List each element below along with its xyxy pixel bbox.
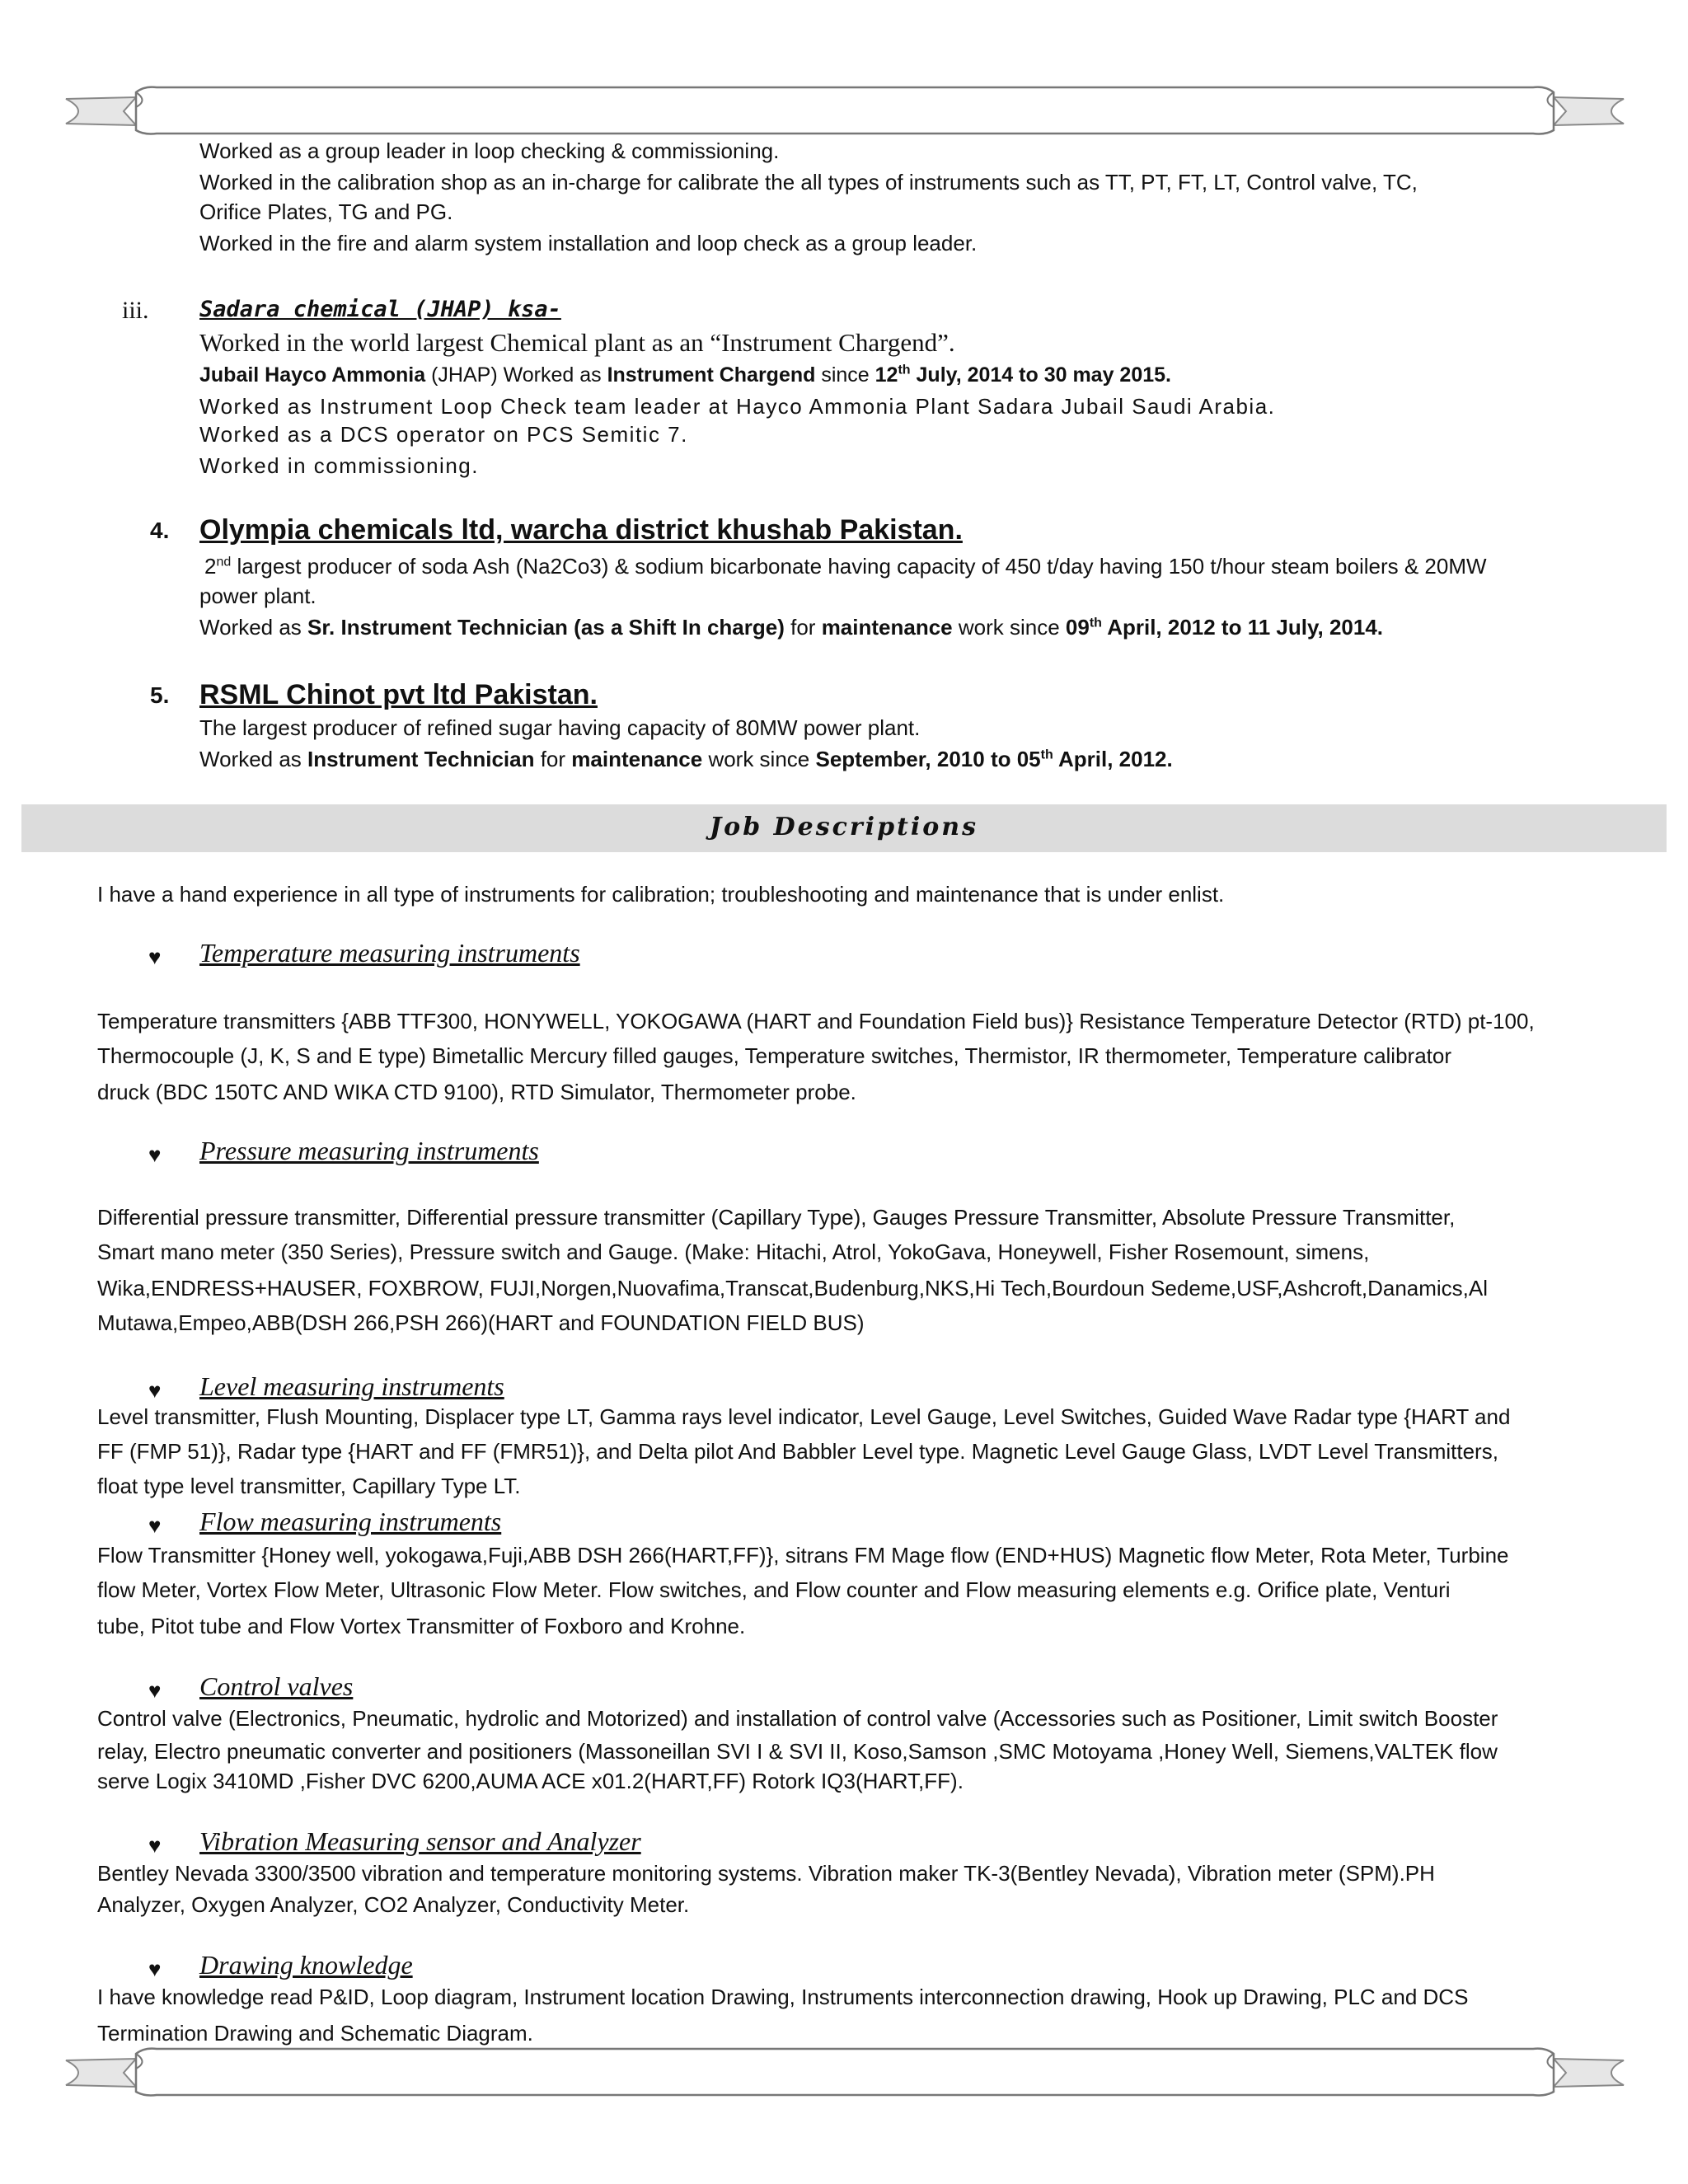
text-fragment: since [815, 363, 875, 387]
category-line: float type level transmitter, Capillary Type LT. [97, 1474, 521, 1498]
text-fragment: maintenance [571, 747, 703, 771]
category-title: Vibration Measuring sensor and Analyzer [199, 1826, 641, 1856]
bottom-scroll-banner [58, 2044, 1632, 2102]
job-line: power plant. [199, 583, 316, 608]
category-title: Flow measuring instruments [199, 1507, 502, 1536]
category-line: flow Meter, Vortex Flow Meter, Ultrasonic Flow Meter. Flow switches, and Flow counter and Flow measuring elements e.g. Orifice plate, Venturi [97, 1577, 1451, 1602]
prev-job-line: Worked as a group leader in loop checking & commissioning. [199, 138, 780, 163]
top-scroll-banner [58, 82, 1632, 140]
category-line: druck (BDC 150TC AND WIKA CTD 9100), RTD Simulator, Thermometer probe. [97, 1080, 856, 1104]
job-numeral: iii. [122, 297, 149, 324]
category-line: Smart mano meter (350 Series), Pressure switch and Gauge. (Make: Hitachi, Atrol, YokoGava, Honeywell, Fisher Rosemount, simens, [97, 1240, 1370, 1264]
category-line: Bentley Nevada 3300/3500 vibration and temperature monitoring systems. Vibration maker TK-3(Bentley Nevada), Vibration meter (SPM).PH [97, 1861, 1435, 1886]
job-number: 4. [150, 518, 170, 543]
heart-bullet-icon: ♥ [148, 1678, 162, 1703]
text-fragment: Worked as [199, 747, 308, 771]
role-name: Sr. Instrument Technician (as a Shift In charge) [307, 615, 785, 640]
text-fragment: for [534, 747, 572, 771]
section-title: Job Descriptions [709, 813, 979, 841]
heart-bullet-icon: ♥ [148, 1957, 162, 1981]
text-fragment: work since [952, 615, 1066, 640]
category-title: Temperature measuring instruments [199, 938, 580, 968]
job-line: Worked in commissioning. [199, 453, 479, 478]
category-line: Wika,ENDRESS+HAUSER, FOXBROW, FUJI,Norgen,Nuovafima,Transcat,Budenburg,NKS,Hi Tech,Bourdoun Sedeme,USF,Ashcroft,Danamics,Al [97, 1276, 1489, 1301]
category-line: Termination Drawing and Schematic Diagram. [97, 2021, 533, 2046]
category-line: Level transmitter, Flush Mounting, Displacer type LT, Gamma rays level indicator, Level Gauge, Level Switches, Guided Wave Radar type {HART and [97, 1404, 1511, 1429]
date-text: July, 2014 to 30 may 2015. [910, 363, 1171, 387]
category-line: Thermocouple (J, K, S and E type) Bimetallic Mercury filled gauges, Temperature switches, Thermistor, IR thermometer, Temperature calibrator [97, 1043, 1452, 1068]
category-line: I have knowledge read P&ID, Loop diagram, Instrument location Drawing, Instruments interconnection drawing, Hook up Drawing, PLC and DCS [97, 1985, 1469, 2009]
job-number: 5. [150, 682, 170, 708]
job-line [199, 745, 1173, 773]
job-company: Sadara chemical (JHAP) ksa- [199, 297, 561, 322]
ordinal-suffix: nd [216, 555, 232, 569]
text-fragment: 2 [204, 554, 217, 579]
ordinal-suffix: th [1089, 616, 1102, 630]
text-fragment: Worked as [199, 615, 308, 640]
category-line: Mutawa,Empeo,ABB(DSH 266,PSH 266)(HART and FOUNDATION FIELD BUS) [97, 1310, 865, 1335]
job-line [204, 552, 1487, 580]
category-line: FF (FMP 51)}, Radar type {HART and FF (FMR51)}, and Delta pilot And Babbler Level type. Magnetic Level Gauge Glass, LVDT Level Transmitters, [97, 1439, 1498, 1464]
job-line [199, 613, 1383, 641]
prev-job-line: Worked in the calibration shop as an in-charge for calibrate the all types of instruments such as TT, PT, FT, LT, Control valve, TC, [199, 170, 1418, 194]
job-descriptions-intro: I have a hand experience in all type of instruments for calibration; troubleshooting and maintenance that is under enlist. [97, 882, 1225, 907]
category-line: Differential pressure transmitter, Differential pressure transmitter (Capillary Type), Gauges Pressure Transmitter, Absolute Pressure Transmitter, [97, 1205, 1456, 1230]
heart-bullet-icon: ♥ [148, 1833, 162, 1858]
date-text: April, 2012 to 11 July, 2014. [1101, 615, 1384, 640]
job-company: Olympia chemicals ltd, warcha district khushab Pakistan. [199, 514, 963, 546]
heart-bullet-icon: ♥ [148, 1513, 162, 1538]
text-fragment: (JHAP) Worked as [425, 363, 607, 387]
prev-job-line: Orifice Plates, TG and PG. [199, 199, 453, 224]
category-title: Pressure measuring instruments [199, 1136, 539, 1165]
heart-bullet-icon: ♥ [148, 1378, 162, 1403]
date-text: 12 [874, 363, 898, 387]
ordinal-suffix: th [898, 363, 911, 377]
date-text: September, 2010 to 05 [815, 747, 1041, 771]
text-fragment: for [784, 615, 822, 640]
employer-name: Jubail Hayco Ammonia [199, 363, 426, 387]
category-line: Control valve (Electronics, Pneumatic, hydrolic and Motorized) and installation of control valve (Accessories such as Positioner, Limit switch Booster [97, 1706, 1498, 1731]
category-title: Level measuring instruments [199, 1371, 504, 1401]
job-intro: Worked in the world largest Chemical plant as an “Instrument Chargend”. [199, 328, 955, 357]
category-line: serve Logix 3410MD ,Fisher DVC 6200,AUMA ACE x01.2(HART,FF) Rotork IQ3(HART,FF). [97, 1769, 964, 1793]
heart-bullet-icon: ♥ [148, 1142, 162, 1167]
date-text: April, 2012. [1053, 747, 1173, 771]
category-line: relay, Electro pneumatic converter and positioners (Massoneillan SVI I & SVI II, Koso,Samson ,SMC Motoyama ,Honey Well, Siemens,VALTEK flow [97, 1739, 1498, 1764]
text-fragment: maintenance [821, 615, 953, 640]
text-fragment: work since [702, 747, 816, 771]
job-company: RSML Chinot pvt ltd Pakistan. [199, 679, 598, 710]
category-line: Flow Transmitter {Honey well, yokogawa,Fuji,ABB DSH 266(HART,FF)}, sitrans FM Mage flow (END+HUS) Magnetic flow Meter, Rota Meter, Turbine [97, 1543, 1509, 1568]
date-text: 09 [1065, 615, 1090, 640]
category-title: Control valves [199, 1671, 354, 1701]
job-line: Worked as a DCS operator on PCS Semitic 7. [199, 422, 688, 447]
category-title: Drawing knowledge [199, 1950, 413, 1980]
role-name: Instrument Technician [307, 747, 535, 771]
section-header-bar [21, 804, 1667, 852]
job-line: The largest producer of refined sugar having capacity of 80MW power plant. [199, 715, 921, 740]
heart-bullet-icon: ♥ [148, 944, 162, 969]
ordinal-suffix: th [1040, 748, 1053, 762]
role-name: Instrument Chargend [607, 363, 816, 387]
job-line: Worked as Instrument Loop Check team leader at Hayco Ammonia Plant Sadara Jubail Saudi Arabia. [199, 394, 1276, 419]
prev-job-line: Worked in the fire and alarm system installation and loop check as a group leader. [199, 231, 978, 255]
category-line: Temperature transmitters {ABB TTF300, HONYWELL, YOKOGAWA (HART and Foundation Field bus)} Resistance Temperature Detector (RTD) pt-100, [97, 1009, 1535, 1033]
category-line: Analyzer, Oxygen Analyzer, CO2 Analyzer, Conductivity Meter. [97, 1892, 690, 1917]
text-fragment: largest producer of soda Ash (Na2Co3) & sodium bicarbonate having capacity of 450 t/day having 150 t/hour steam boilers & 20MW [231, 554, 1487, 579]
category-line: tube, Pitot tube and Flow Vortex Transmitter of Foxboro and Krohne. [97, 1614, 746, 1638]
job-line [199, 361, 1171, 389]
